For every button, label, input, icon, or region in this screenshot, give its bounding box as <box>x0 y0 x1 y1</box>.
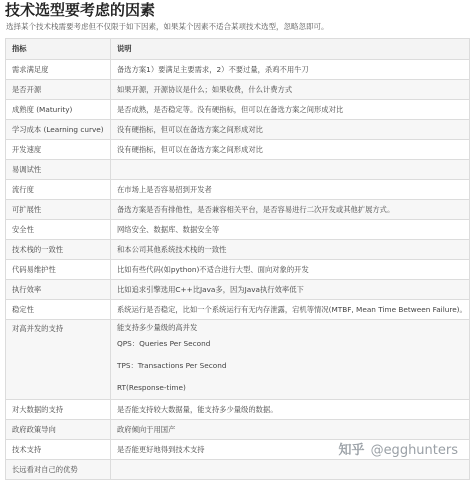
description-line: 备选方案1）要满足主要需求，2）不要过量，杀鸡不用牛刀 <box>117 64 309 74</box>
zhihu-watermark <box>339 439 458 458</box>
table-row <box>6 180 470 200</box>
description-line: 比如有些代码(如python)不适合进行大型、面向对象的开发 <box>117 264 309 274</box>
description-line: 比如追求引擎选用C++比Java多，因为Java执行效率低下 <box>117 284 304 294</box>
description-line: 在市场上是否容易招到开发者 <box>117 184 212 194</box>
table-row <box>6 220 470 240</box>
description-cell <box>111 300 470 320</box>
table-row <box>6 420 470 440</box>
metric-cell: 流行度 <box>6 180 111 200</box>
zhihu-logo: 知乎 <box>338 443 365 458</box>
description-line: 没有硬指标，但可以在备选方案之间形成对比 <box>117 124 263 134</box>
table-row <box>6 280 470 300</box>
description-cell <box>111 80 470 100</box>
description-cell <box>111 100 470 120</box>
metric-cell: 对高并发的支持 <box>6 320 111 400</box>
table-row <box>6 300 470 320</box>
description-cell <box>111 260 470 280</box>
description-cell <box>111 320 470 400</box>
description-line: QPS：Queries Per Second <box>117 338 211 348</box>
page-subtitle: 选择某个技术栈需要考虑但不仅限于如下因素，如果某个因素不适合某项技术选型，忽略忽即可。 <box>6 22 329 31</box>
metric-cell: 成熟度 (Maturity) <box>6 100 111 120</box>
table-row <box>6 460 470 480</box>
metric-cell: 安全性 <box>6 220 111 240</box>
table-row <box>6 400 470 420</box>
metric-cell: 对大数据的支持 <box>6 400 111 420</box>
table-row <box>6 80 470 100</box>
description-cell <box>111 180 470 200</box>
description-cell <box>111 160 470 180</box>
metric-cell: 技术栈的一致性 <box>6 240 111 260</box>
description-cell <box>111 400 470 420</box>
metric-cell: 稳定性 <box>6 300 111 320</box>
description-line: 如果开源，开源协议是什么；如果收费，什么计费方式 <box>117 84 293 94</box>
table-row <box>6 320 470 400</box>
description-cell <box>111 60 470 80</box>
description-cell <box>111 420 470 440</box>
metric-cell: 长远看对自己的优势 <box>6 460 111 480</box>
metric-cell: 代码易维护性 <box>6 260 111 280</box>
description-line: 能支持多少量级的高并发 <box>117 322 198 332</box>
table-row <box>6 140 470 160</box>
metric-cell: 执行效率 <box>6 280 111 300</box>
description-line: TPS：Transactions Per Second <box>117 360 227 370</box>
description-cell <box>111 220 470 240</box>
description-line: RT(Response-time) <box>117 382 186 392</box>
table-row <box>6 100 470 120</box>
page-title: 技术选型要考虑的因素 <box>5 1 156 19</box>
metric-cell: 开发速度 <box>6 140 111 160</box>
description-line: 是否能支持较大数据量，能支持多少量级的数据。 <box>117 404 278 414</box>
header-metric: 指标 <box>6 39 111 60</box>
table-row <box>6 160 470 180</box>
metric-cell: 可扩展性 <box>6 200 111 220</box>
description-cell <box>111 120 470 140</box>
metric-cell: 易调试性 <box>6 160 111 180</box>
metric-cell: 技术支持 <box>6 440 111 460</box>
description-line: 系统运行是否稳定，比如一个系统运行有无内存泄露，宕机等情况(MTBF, Mean Time Between Failure)。 <box>117 304 467 314</box>
table-row <box>6 260 470 280</box>
description-line: 是否成熟，是否稳定等。没有硬指标，但可以在备选方案之间形成对比 <box>117 104 344 114</box>
description-line: 备选方案是否有排他性，是否兼容相关平台，是否容易进行二次开发或其他扩展方式。 <box>117 204 395 214</box>
description-line: 是否能更好地得到技术支持 <box>117 444 205 454</box>
metric-cell: 学习成本 (Learning curve) <box>6 120 111 140</box>
header-description: 说明 <box>111 39 470 60</box>
metric-cell: 需求满足度 <box>6 60 111 80</box>
description-cell <box>111 280 470 300</box>
table-row <box>6 240 470 260</box>
table-row <box>6 60 470 80</box>
description-line: 政府倾向于用国产 <box>117 424 176 434</box>
description-cell <box>111 240 470 260</box>
metric-cell: 政府政策导向 <box>6 420 111 440</box>
description-line: 没有硬指标，但可以在备选方案之间形成对比 <box>117 144 263 154</box>
description-cell <box>111 200 470 220</box>
table-row <box>6 120 470 140</box>
watermark-author: @egghunters <box>370 443 458 458</box>
description-cell <box>111 140 470 160</box>
description-cell <box>111 460 470 480</box>
metric-cell: 是否开源 <box>6 80 111 100</box>
criteria-table <box>5 38 470 480</box>
description-line: 网络安全、数据库、数据安全等 <box>117 224 220 234</box>
table-header-row <box>6 39 470 60</box>
description-line: 和本公司其他系统技术栈的一致性 <box>117 244 227 254</box>
table-row <box>6 200 470 220</box>
